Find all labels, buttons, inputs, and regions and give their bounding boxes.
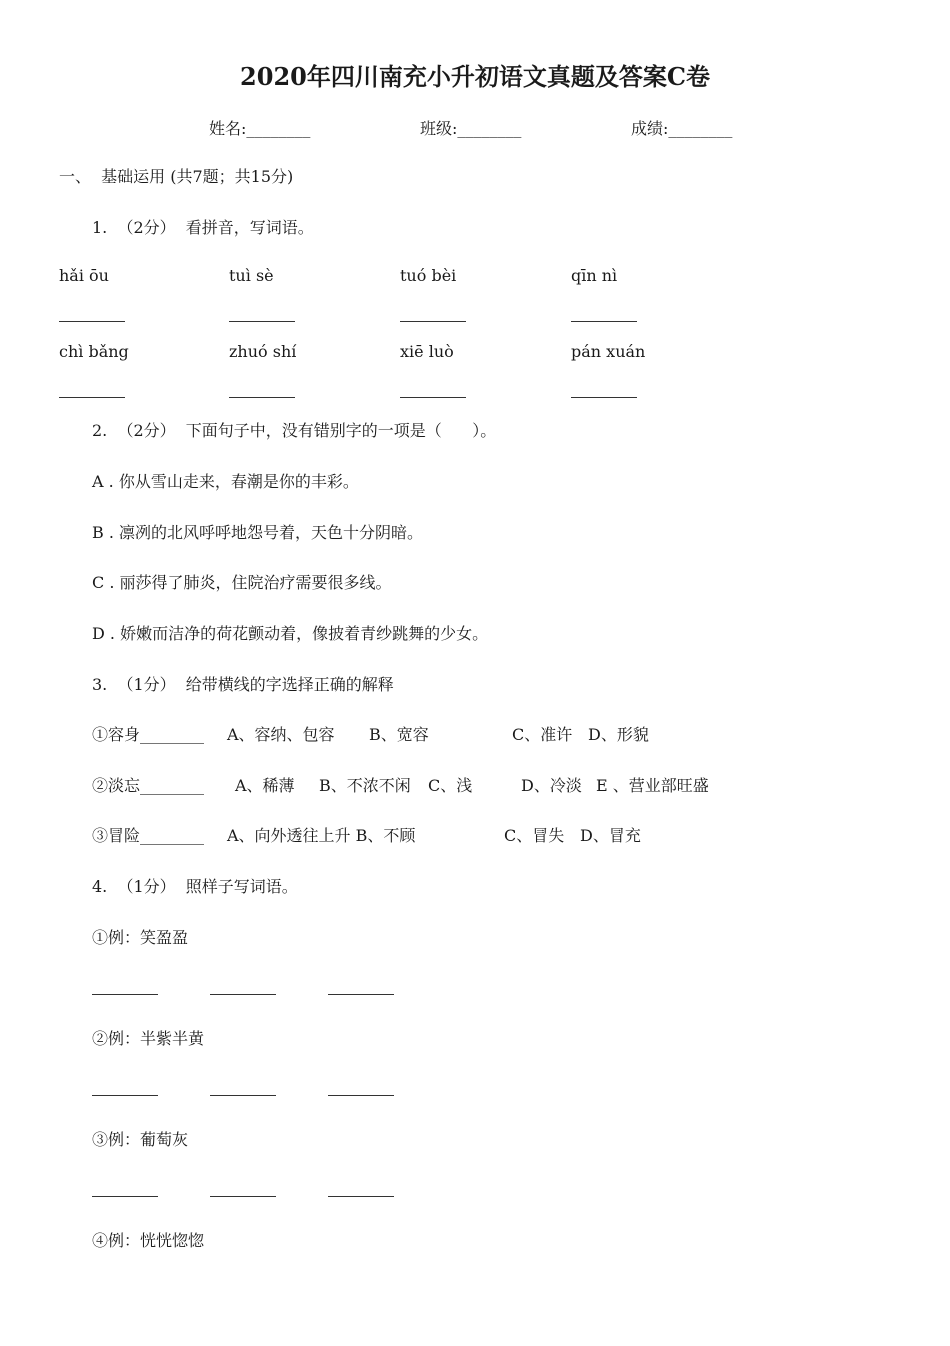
q3-choice: D、冒充 — [580, 826, 641, 845]
answer-blank-line[interactable] — [400, 397, 466, 398]
pinyin-item: qīn nì — [571, 266, 618, 285]
score-field-label: 成绩:________ — [631, 119, 733, 138]
answer-blank-line[interactable] — [210, 994, 276, 995]
answer-blank-line[interactable] — [229, 397, 295, 398]
answer-blank-line[interactable] — [92, 994, 158, 995]
answer-blank-line[interactable] — [92, 1196, 158, 1197]
q3-choice: A、容纳、包容 — [227, 725, 335, 744]
answer-blank-line[interactable] — [229, 321, 295, 322]
answer-blank-line[interactable] — [328, 1196, 394, 1197]
q4-example: ②例：半紫半黄 — [92, 1029, 205, 1048]
q3-choice: A、稀薄 — [235, 776, 295, 795]
pinyin-item: zhuó shí — [229, 342, 297, 361]
q3-choice: C、准许 — [512, 725, 573, 744]
question-1-stem: 1. （2分） 看拼音，写词语。 — [92, 218, 314, 237]
pinyin-item: pán xuán — [571, 342, 646, 361]
name-field-label: 姓名:________ — [209, 119, 311, 138]
q4-example: ③例：葡萄灰 — [92, 1130, 189, 1149]
answer-blank-line[interactable] — [59, 397, 125, 398]
pinyin-item: hǎi ōu — [59, 266, 109, 285]
q3-choice: C、冒失 — [504, 826, 565, 845]
pinyin-item: xiē luò — [400, 342, 454, 361]
answer-blank-line[interactable] — [328, 994, 394, 995]
question-3-stem: 3. （1分） 给带横线的字选择正确的解释 — [92, 675, 394, 694]
q4-example: ①例：笑盈盈 — [92, 928, 189, 947]
answer-blank-line[interactable] — [210, 1196, 276, 1197]
option-d[interactable]: D . 娇嫩而洁净的荷花颤动着，像披着青纱跳舞的少女。 — [92, 624, 489, 643]
q3-choice: A、向外透往上升 B、不顾 — [227, 826, 416, 845]
q3-word-row-2: ②淡忘________ — [92, 776, 205, 795]
q3-choice: D、冷淡 — [521, 776, 582, 795]
pinyin-item: tuó bèi — [400, 266, 457, 285]
q3-word-row-1: ①容身________ — [92, 725, 205, 744]
q3-choice: C、浅 — [428, 776, 473, 795]
option-a[interactable]: A . 你从雪山走来，春潮是你的丰彩。 — [92, 472, 359, 491]
pinyin-item: tuì sè — [229, 266, 274, 285]
q3-choice: D、形貌 — [588, 725, 649, 744]
pinyin-item: chì bǎng — [59, 342, 129, 361]
q3-word-row-3: ③冒险________ — [92, 826, 205, 845]
answer-blank-line[interactable] — [92, 1095, 158, 1096]
question-2-stem: 2. （2分） 下面句子中，没有错别字的一项是（ ）。 — [92, 421, 497, 440]
answer-blank-line[interactable] — [328, 1095, 394, 1096]
section-heading: 一、 基础运用 (共7题；共15分) — [59, 167, 294, 186]
answer-blank-line[interactable] — [59, 321, 125, 322]
option-b[interactable]: B . 凛冽的北风呼呼地怨号着，天色十分阴暗。 — [92, 523, 424, 542]
answer-blank-line[interactable] — [571, 397, 637, 398]
answer-blank-line[interactable] — [210, 1095, 276, 1096]
question-4-stem: 4. （1分） 照样子写词语。 — [92, 877, 298, 896]
q3-choice: B、宽容 — [369, 725, 429, 744]
q3-choice: B、不浓不闲 — [319, 776, 411, 795]
q3-choice: E 、营业部旺盛 — [596, 776, 709, 795]
option-c[interactable]: C . 丽莎得了肺炎，住院治疗需要很多线。 — [92, 573, 392, 592]
q4-example: ④例：恍恍惚惚 — [92, 1231, 205, 1250]
answer-blank-line[interactable] — [400, 321, 466, 322]
class-field-label: 班级:________ — [420, 119, 522, 138]
answer-blank-line[interactable] — [571, 321, 637, 322]
page-title: 2020年四川南充小升初语文真题及答案C卷 — [240, 62, 710, 91]
